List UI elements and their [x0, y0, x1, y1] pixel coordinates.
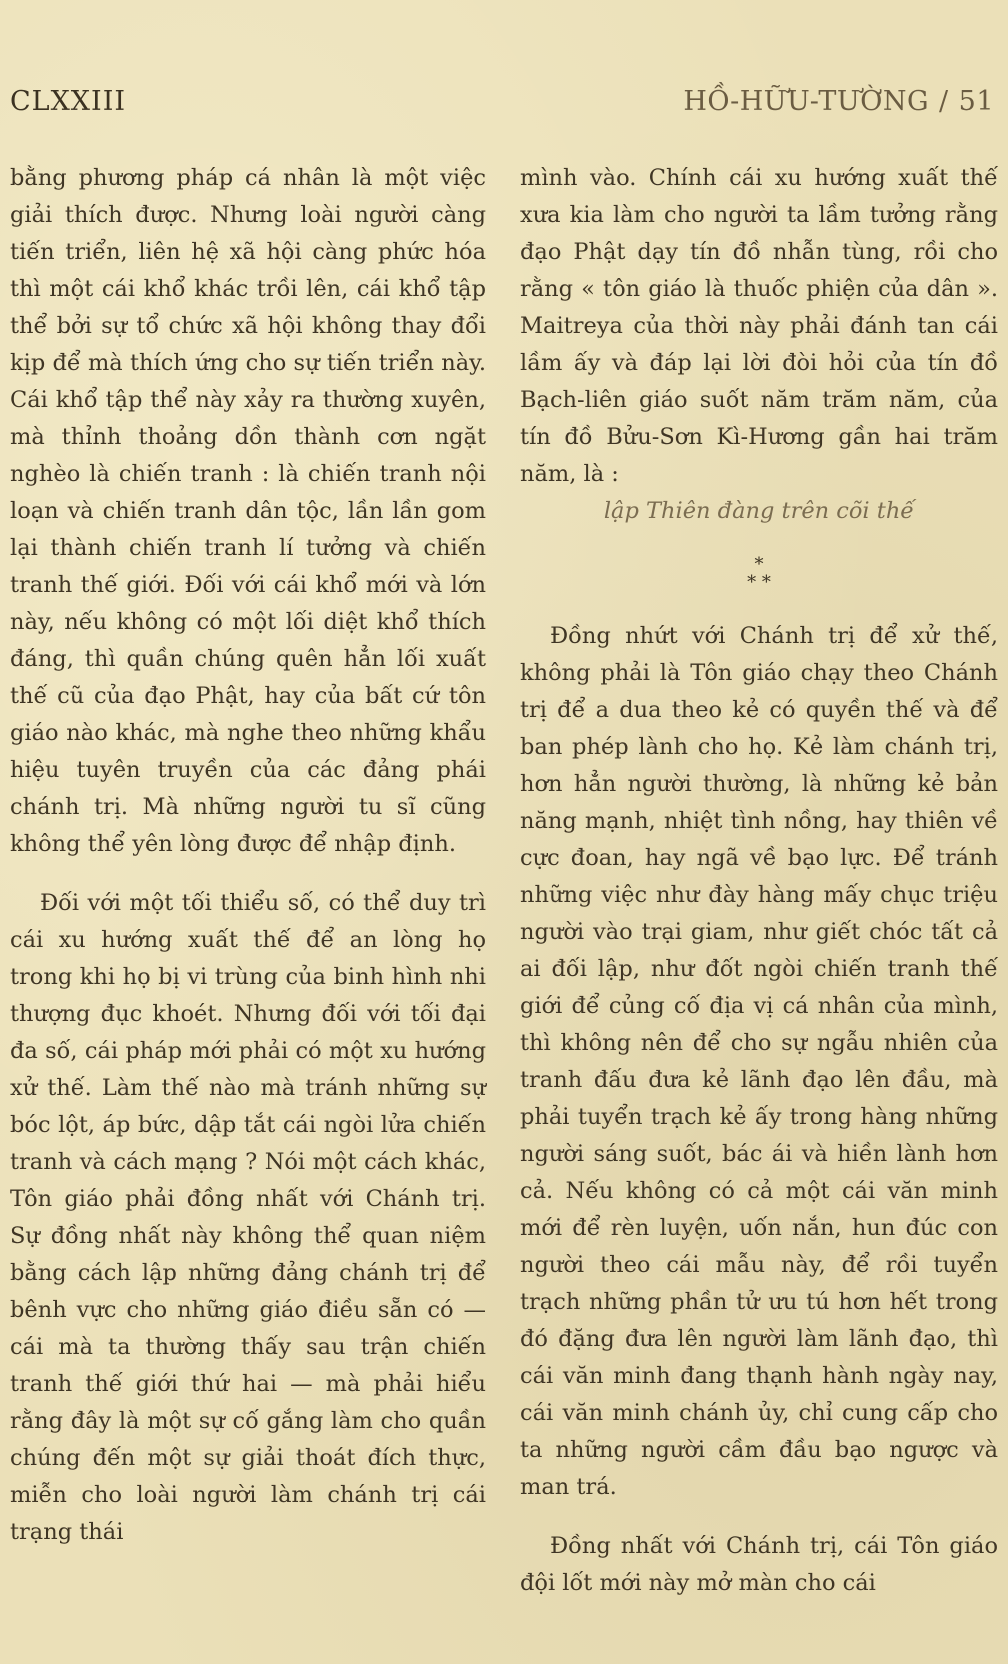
page-number: 51	[958, 86, 994, 117]
left-paragraph-2: Đối với một tối thiểu số, có thể duy trì cái xu hướng xuất thế để an lòng họ trong khi họ bị vi trùng của binh hình nhi thượng đục khoét. Nhưng đối với tối đại đa số, cái pháp mới phải có một xu hướng xử thế. Làm thế nào mà tránh những sự bóc lột, áp bức, dập tắt cái ngòi lửa chiến tranh và cách mạng ? Nói một cách khác, Tôn giáo phải đồng nhất với Chánh trị. Sự đồng nhất này không thể quan niệm bằng cách lập những đảng chánh trị để bênh vực cho những giáo điều sẵn có — cái mà ta thường thấy sau trận chiến tranh thế giới thứ hai — mà phải hiểu rằng đây là một sự cố gắng làm cho quần chúng đến một sự giải thoát đích thực, miễn cho loài người làm chánh trị cái trạng thái	[10, 890, 486, 1545]
running-title: HỒ-HỮU-TƯỜNG	[683, 86, 930, 117]
asterism	[520, 556, 998, 592]
asterism-bottom: * *	[747, 572, 771, 593]
quote-line: lập Thiên đàng trên cõi thế	[603, 498, 915, 524]
folio: CLXXIII	[10, 86, 127, 117]
running-head	[0, 86, 1008, 132]
left-column	[10, 160, 486, 1551]
right-paragraph-2: Đồng nhứt với Chánh trị để xử thế, không phải là Tôn giáo chạy theo Chánh trị để a dua theo kẻ có quyền thế và để ban phép lành cho họ. Kẻ làm chánh trị, hơn hẳn người thường, là những kẻ bản năng mạnh, nhiệt tình nồng, hay thiên về cực đoan, hay ngã về bạo lực. Để tránh những việc như đày hàng mấy chục triệu người vào trại giam, như giết chóc tất cả ai đối lập, như đốt ngòi chiến tranh thế giới để củng cố địa vị cá nhân của mình, thì không nên để cho sự ngẫu nhiên của tranh đấu đưa kẻ lãnh đạo lên đầu, mà phải tuyển trạch kẻ ấy trong hàng những người sáng suốt, bác ái và hiền lành hơn cả. Nếu không có cả một cái văn minh mới để rèn luyện, uốn nắn, hun đúc con người theo cái mẫu này, để rồi tuyển trạch những phần tử ưu tú hơn hết trong đó đặng đưa lên người làm lãnh đạo, thì cái văn minh đang thạnh hành ngày nay, cái văn minh chánh ủy, chỉ cung cấp cho ta những người cầm đầu bạo ngược và man trá.	[520, 623, 998, 1500]
running-title-group	[683, 86, 994, 117]
right-paragraph-1: mình vào. Chính cái xu hướng xuất thế xưa kia làm cho người ta lầm tưởng rằng đạo Phật dạy tín đồ nhẫn tùng, rồi cho rằng « tôn giáo là thuốc phiện của dân ». Maitreya của thời này phải đánh tan cái lầm ấy và đáp lại lời đòi hỏi của tín đồ Bạch-liên giáo suốt năm trăm năm, của tín đồ Bửu-Sơn Kì-Hương gần hai trăm năm, là :	[520, 165, 998, 487]
right-paragraph-3: Đồng nhất với Chánh trị, cái Tôn giáo đội lốt mới này mở màn cho cái	[520, 1533, 998, 1596]
right-column	[520, 160, 998, 1602]
asterism-top: *	[754, 554, 764, 575]
left-paragraph-1: bằng phương pháp cá nhân là một việc giải thích được. Nhưng loài người càng tiến triển, liên hệ xã hội càng phức hóa thì một cái khổ khác trồi lên, cái khổ tập thể bởi sự tổ chức xã hội không thay đổi kịp để mà thích ứng cho sự tiến triển này. Cái khổ tập thể này xảy ra thường xuyên, mà thỉnh thoảng dồn thành cơn ngặt nghèo là chiến tranh : là chiến tranh nội loạn và chiến tranh dân tộc, lần lần gom lại thành chiến tranh lí tưởng và chiến tranh thế giới. Đối với cái khổ mới và lớn này, nếu không có một lối diệt khổ thích đáng, thì quần chúng quên hẳn lối xuất thế cũ của đạo Phật, hay của bất cứ tôn giáo nào khác, mà nghe theo những khẩu hiệu tuyên truyền của các đảng phái chánh trị. Mà những người tu sĩ cũng không thể yên lòng được để nhập định.	[10, 165, 486, 857]
header-separator: /	[939, 86, 949, 117]
